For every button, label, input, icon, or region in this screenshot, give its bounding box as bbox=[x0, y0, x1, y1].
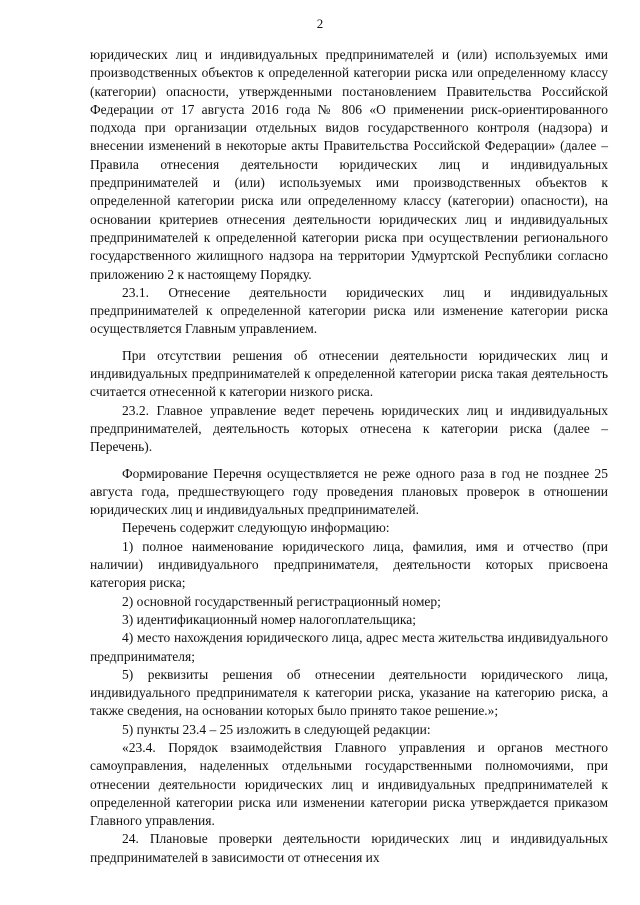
paragraph-low-risk: При отсутствии решения об отнесении деятельности юридических лиц и индивидуальных предпринимателей к определенной категории риска такая деятельность считается отнесенной к категории низкого риска. bbox=[90, 347, 608, 400]
paragraph-continuation: юридических лиц и индивидуальных предпринимателей и (или) используемых ими производственных объектов к определенной категории риска или определенному классу (категории) опасности, утвержденными постановлением Правительства Российской Федерации от 17 августа 2016 года № 806 «О применении риск-ориентированного подхода при организации отдельных видов государственного контроля (надзора) и внесении изменений в некоторые акты Правительства Российской Федерации» (далее – Правила отнесения деятельности юридических лиц и индивидуальных предпринимателей и (или) используемых ими производственных объектов к определенной категории риска или определенному классу (категории) опасности), на основании критериев отнесения деятельности юридических лиц и индивидуальных предпринимателей к определенной категории риска при осуществлении регионального государственного жилищного надзора на территории Удмуртской Республики согласно приложению 2 к настоящему Порядку. bbox=[90, 47, 608, 282]
paragraph-gap bbox=[90, 339, 608, 347]
list-item-3: 3) идентификационный номер налогоплательщика; bbox=[122, 611, 416, 627]
paragraph-23-2: 23.2. Главное управление ведет перечень юридических лиц и индивидуальных предпринимателей, деятельность которых отнесена к категории риска (далее – Перечень). bbox=[90, 402, 608, 455]
paragraph-24: 24. Плановые проверки деятельности юридических лиц и индивидуальных предпринимателей в зависимости от отнесения их bbox=[90, 831, 608, 865]
paragraph-gap bbox=[90, 457, 608, 465]
list-item-1: 1) полное наименование юридического лица, фамилия, имя и отчество (при наличии) индивидуального предпринимателя, деятельности которых присвоена категория риска; bbox=[90, 538, 608, 591]
paragraph-amendment-5: 5) пункты 23.4 – 25 изложить в следующей редакции: bbox=[122, 721, 431, 737]
paragraph-list-formation: Формирование Перечня осуществляется не реже одного раза в год не позднее 25 августа года, предшествующего году проведения плановых проверок в отношении юридических лиц и индивидуальных предпринимателей. bbox=[90, 465, 608, 518]
paragraph-23-1: 23.1. Отнесение деятельности юридических лиц и индивидуальных предпринимателей к определенной категории риска или изменение категории риска осуществляется Главным управлением. bbox=[90, 284, 608, 337]
list-item-5: 5) реквизиты решения об отнесении деятельности юридического лица, индивидуального предпринимателя к категории риска, указание на категорию риска, а также сведения, на основании которых было принято такое решение.»; bbox=[90, 666, 608, 719]
document-body bbox=[90, 46, 608, 867]
list-item-4: 4) место нахождения юридического лица, адрес места жительства индивидуального предпринимателя; bbox=[90, 630, 608, 664]
paragraph-list-contents: Перечень содержит следующую информацию: bbox=[122, 520, 390, 536]
list-item-2: 2) основной государственный регистрационный номер; bbox=[122, 593, 441, 609]
page-number: 2 bbox=[316, 16, 324, 31]
paragraph-23-4: «23.4. Порядок взаимодействия Главного управления и органов местного самоуправления, наделенных отдельными государственными полномочиями, при отнесении деятельности юридических лиц и индивидуальных предпринимателей к определенной категории риска или изменении категории риска утверждается приказом Главного управления. bbox=[90, 739, 608, 829]
